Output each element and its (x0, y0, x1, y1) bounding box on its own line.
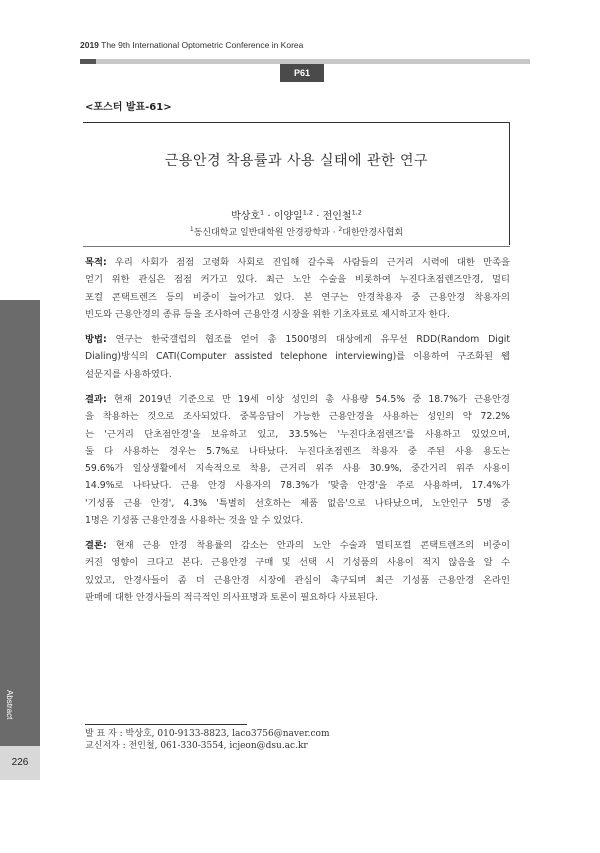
section-conclusion (85, 537, 510, 606)
paper-title: 근용안경 착용률과 사용 실태에 관한 연구 (164, 153, 429, 169)
section-text: 있었고, 안경사들이 좀 더 근용안경 시장에 관심이 촉구되며 최근 기성품 근용안경 온라인 (85, 574, 510, 586)
section-results (85, 391, 510, 529)
section-text: 을 착용하는 것으로 조사되었다. 중복응답이 가능한 근용안경을 사용하는 성인의 약 72.2% (85, 411, 510, 423)
page-number: 226 (11, 757, 29, 768)
author-name: 박상호 (231, 211, 261, 222)
header-year: 2019 (80, 40, 99, 50)
author-list (83, 207, 510, 222)
author-separator: · (313, 211, 323, 222)
section-heading: 결과: (85, 394, 107, 405)
section-method (85, 331, 510, 383)
section-text: 14.9%로 나타났다. 근용 안경 사용자의 78.3%가 '맞춤 안경'을 주로 사용하며, 17.4%가 (85, 480, 510, 492)
section-text: 우리 사회가 점점 고령화 사회로 진입해 갈수록 사람들의 근거리 시력에 대한 만족을 (106, 257, 510, 268)
affiliation-mark: 1 (189, 226, 194, 233)
affiliation (83, 225, 510, 238)
section-text: 는 '근거리 단초점안경'을 보유하고 있고, 33.5%는 '누진다초점렌즈'를 사용하고 있었으며, (85, 428, 510, 440)
title-frame-bottom-rule (83, 246, 510, 247)
section-heading: 목적: (85, 257, 107, 268)
section-text: 얻기 위한 관심은 점점 커가고 있다. 최근 노안 수술을 비롯하여 누진다초점렌즈안경, 멀티 (85, 274, 510, 286)
running-header (80, 40, 303, 50)
section-heading: 방법: (85, 334, 107, 345)
section-text: 설문지를 사용하였다. (85, 368, 172, 380)
author-affiliation-mark: 1,2 (302, 208, 314, 217)
affiliation-mark: 2 (338, 226, 343, 233)
affiliation-text: 대한안경사협회 (342, 228, 404, 238)
section-text: 포컬 콘택트렌즈 등의 비중이 늘어가고 있다. 본 연구는 안경착용자 중 근용안경 착용자의 (85, 291, 510, 303)
section-text: 연구는 한국갤럽의 협조를 얻어 총 1500명의 대상에게 유무선 RDD(Random Digit (106, 334, 510, 345)
author-separator: · (264, 211, 274, 222)
section-text: 59.6%가 일상생활에서 지속적으로 착용, 근거리 위주 사용 30.9%, 중간거리 위주 사용이 (85, 463, 510, 475)
section-heading: 결론: (85, 540, 107, 551)
author-affiliation-mark: 1 (260, 208, 265, 217)
side-tab-label: Abstract (5, 690, 14, 720)
author-name: 이양일 (273, 211, 303, 222)
section-text: 1명은 기성품 근용안경을 사용하는 것을 알 수 있었다. (85, 515, 304, 527)
section-text: 현재 근용 안경 착용률의 감소는 안과의 노안 수술과 멀티포컬 콘택트렌즈의 비중이 (106, 540, 510, 551)
section-purpose (85, 254, 510, 323)
affiliation-text: 동신대학교 일반대학원 안경광학과 · (193, 228, 339, 238)
section-text: 둘 다 사용하는 경우는 5.7%로 나타났다. 누진다초점렌즈 착용자 중 주된 사용 용도는 (85, 445, 510, 457)
author-name: 전인철 (322, 211, 352, 222)
presenter-contact: 발 표 자 : 박상호, 010-9133-8823, laco3756@naver.com (85, 729, 330, 739)
footer-rule (85, 724, 247, 725)
section-text: 판매에 대한 안경사들의 적극적인 의사표명과 토론이 필요하다 사료된다. (85, 591, 379, 603)
section-text: '기성품 근용 안경', 4.3% '특별히 선호하는 제품 없음'으로 나타났으며, 노안인구 5명 중 (85, 497, 510, 509)
section-text: 빈도와 근용안경의 종류 등을 조사하여 근용안경 시장을 위한 기초자료로 제시하고자 한다. (85, 308, 450, 320)
poster-number-tab: P61 (280, 64, 324, 82)
corresponding-contact: 교신저자 : 전인철, 061-330-3554, icjeon@dsu.ac.kr (85, 741, 308, 751)
header-conference: The 9th International Optometric Conference in Korea (101, 40, 304, 50)
section-text: 현재 2019년 기준으로 만 19세 이상 성인의 총 사용량 54.5% 중 18.7%가 근용안경 (106, 394, 510, 405)
side-tab (0, 300, 40, 746)
section-text: Dialing)방식의 CATI(Computer assisted telephone interviewing)를 이용하여 구조화된 웹 (85, 351, 510, 363)
poster-label: <포스터 발표-61> (85, 102, 172, 113)
contact-footer (85, 728, 330, 752)
header-rule-accent (80, 59, 96, 64)
author-affiliation-mark: 1,2 (351, 208, 362, 217)
section-text: 커진 영향이 크다고 본다. 근용안경 구매 및 선택 시 기성품의 사용이 적지 않음을 알 수 (85, 557, 510, 569)
